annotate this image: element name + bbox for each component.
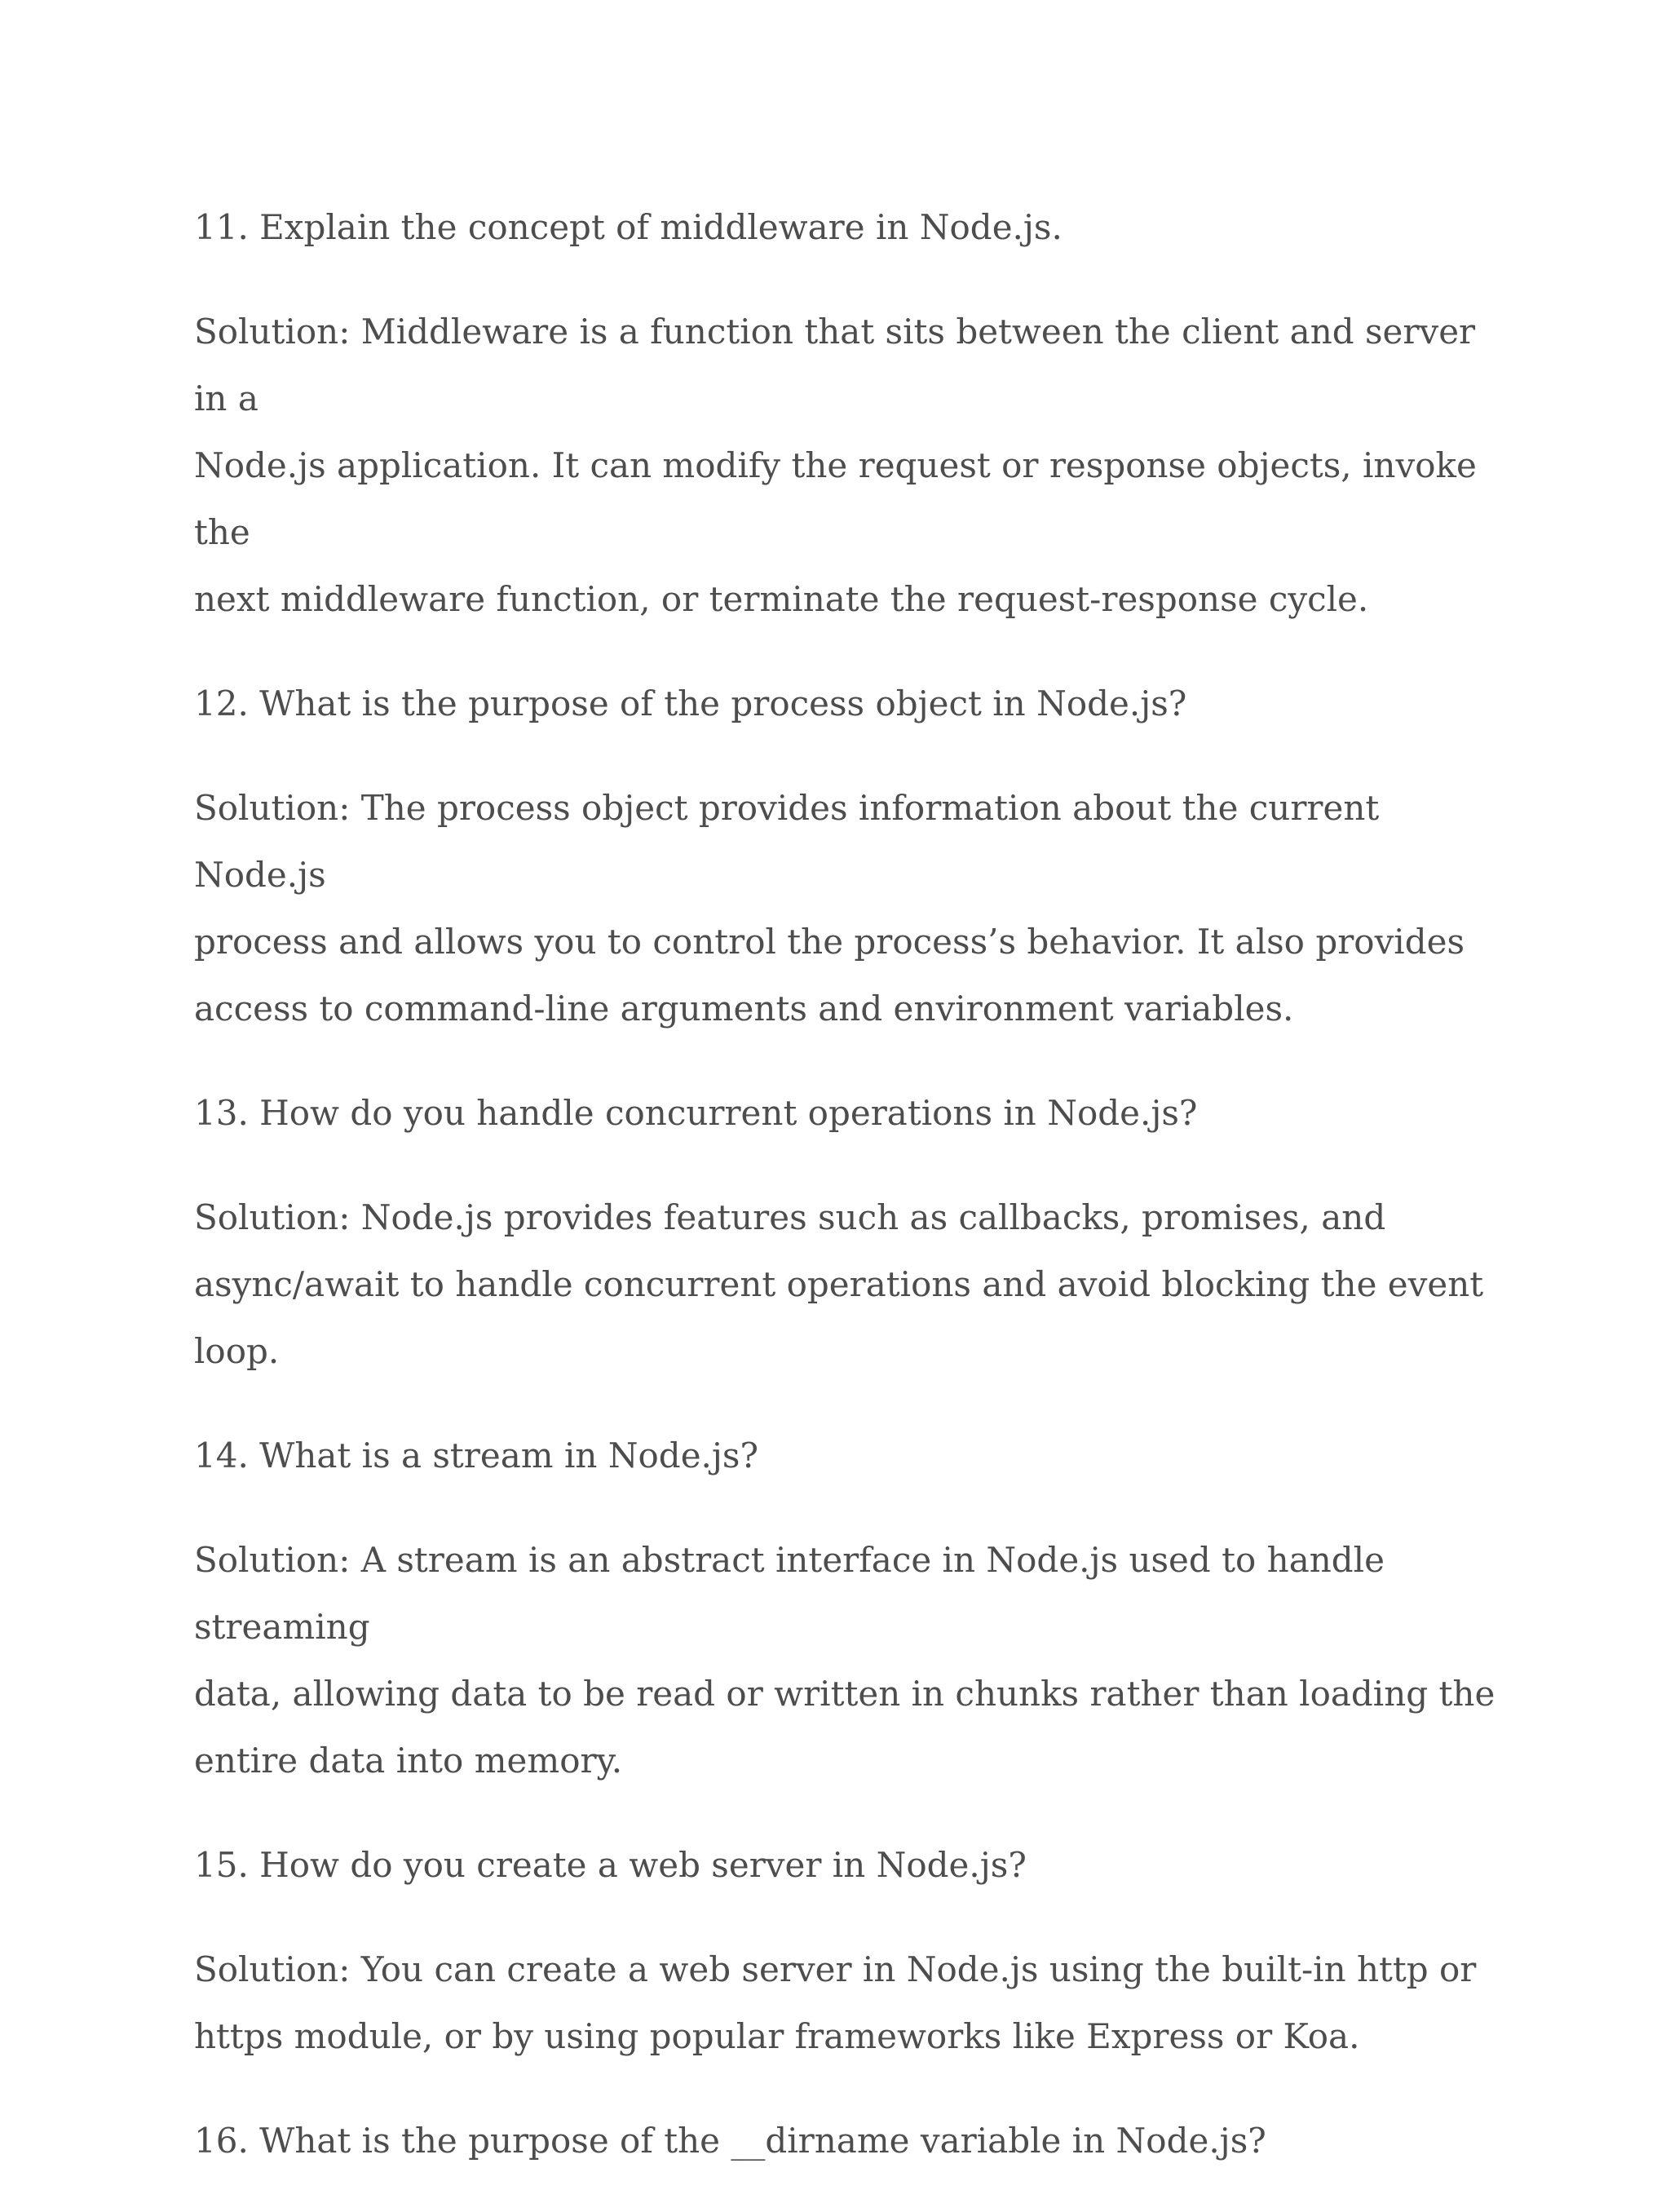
- question-15: 15. How do you create a web server in Node.js?: [194, 1845, 1027, 1885]
- solution-14: [194, 1527, 1499, 1794]
- solution-line: Solution: Node.js provides features such as callbacks, promises, and: [194, 1197, 1386, 1237]
- question-16: 16. What is the purpose of the __dirname variable in Node.js?: [194, 2121, 1266, 2161]
- solution-15: [194, 1936, 1499, 2070]
- solution-line: Node.js application. It can modify the request or response objects, invoke the: [194, 445, 1477, 552]
- solution-line: access to command-line arguments and environment variables.: [194, 989, 1294, 1029]
- solution-12: [194, 775, 1499, 1042]
- document-page: [194, 194, 1499, 2212]
- solution-line: Solution: A stream is an abstract interface in Node.js used to handle streaming: [194, 1540, 1385, 1647]
- solution-line: entire data into memory.: [194, 1741, 623, 1781]
- solution-13: [194, 1184, 1499, 1385]
- question-11: 11. Explain the concept of middleware in Node.js.: [194, 207, 1063, 247]
- solution-11: [194, 299, 1499, 633]
- question-12: 12. What is the purpose of the process object in Node.js?: [194, 684, 1187, 723]
- solution-line: next middleware function, or terminate the request-response cycle.: [194, 579, 1369, 619]
- solution-line: process and allows you to control the process’s behavior. It also provides: [194, 922, 1465, 962]
- solution-line: Solution: You can create a web server in Node.js using the built-in http or: [194, 1949, 1477, 1989]
- solution-line: Solution: Middleware is a function that sits between the client and server in a: [194, 312, 1476, 418]
- question-13: 13. How do you handle concurrent operations in Node.js?: [194, 1093, 1198, 1133]
- solution-line: async/await to handle concurrent operations and avoid blocking the event: [194, 1264, 1484, 1304]
- question-14: 14. What is a stream in Node.js?: [194, 1436, 758, 1475]
- solution-line: loop.: [194, 1331, 280, 1371]
- solution-line: Solution: The process object provides information about the current Node.js: [194, 788, 1380, 895]
- solution-line: data, allowing data to be read or written in chunks rather than loading the: [194, 1674, 1495, 1714]
- solution-line: https module, or by using popular frameworks like Express or Koa.: [194, 2016, 1360, 2056]
